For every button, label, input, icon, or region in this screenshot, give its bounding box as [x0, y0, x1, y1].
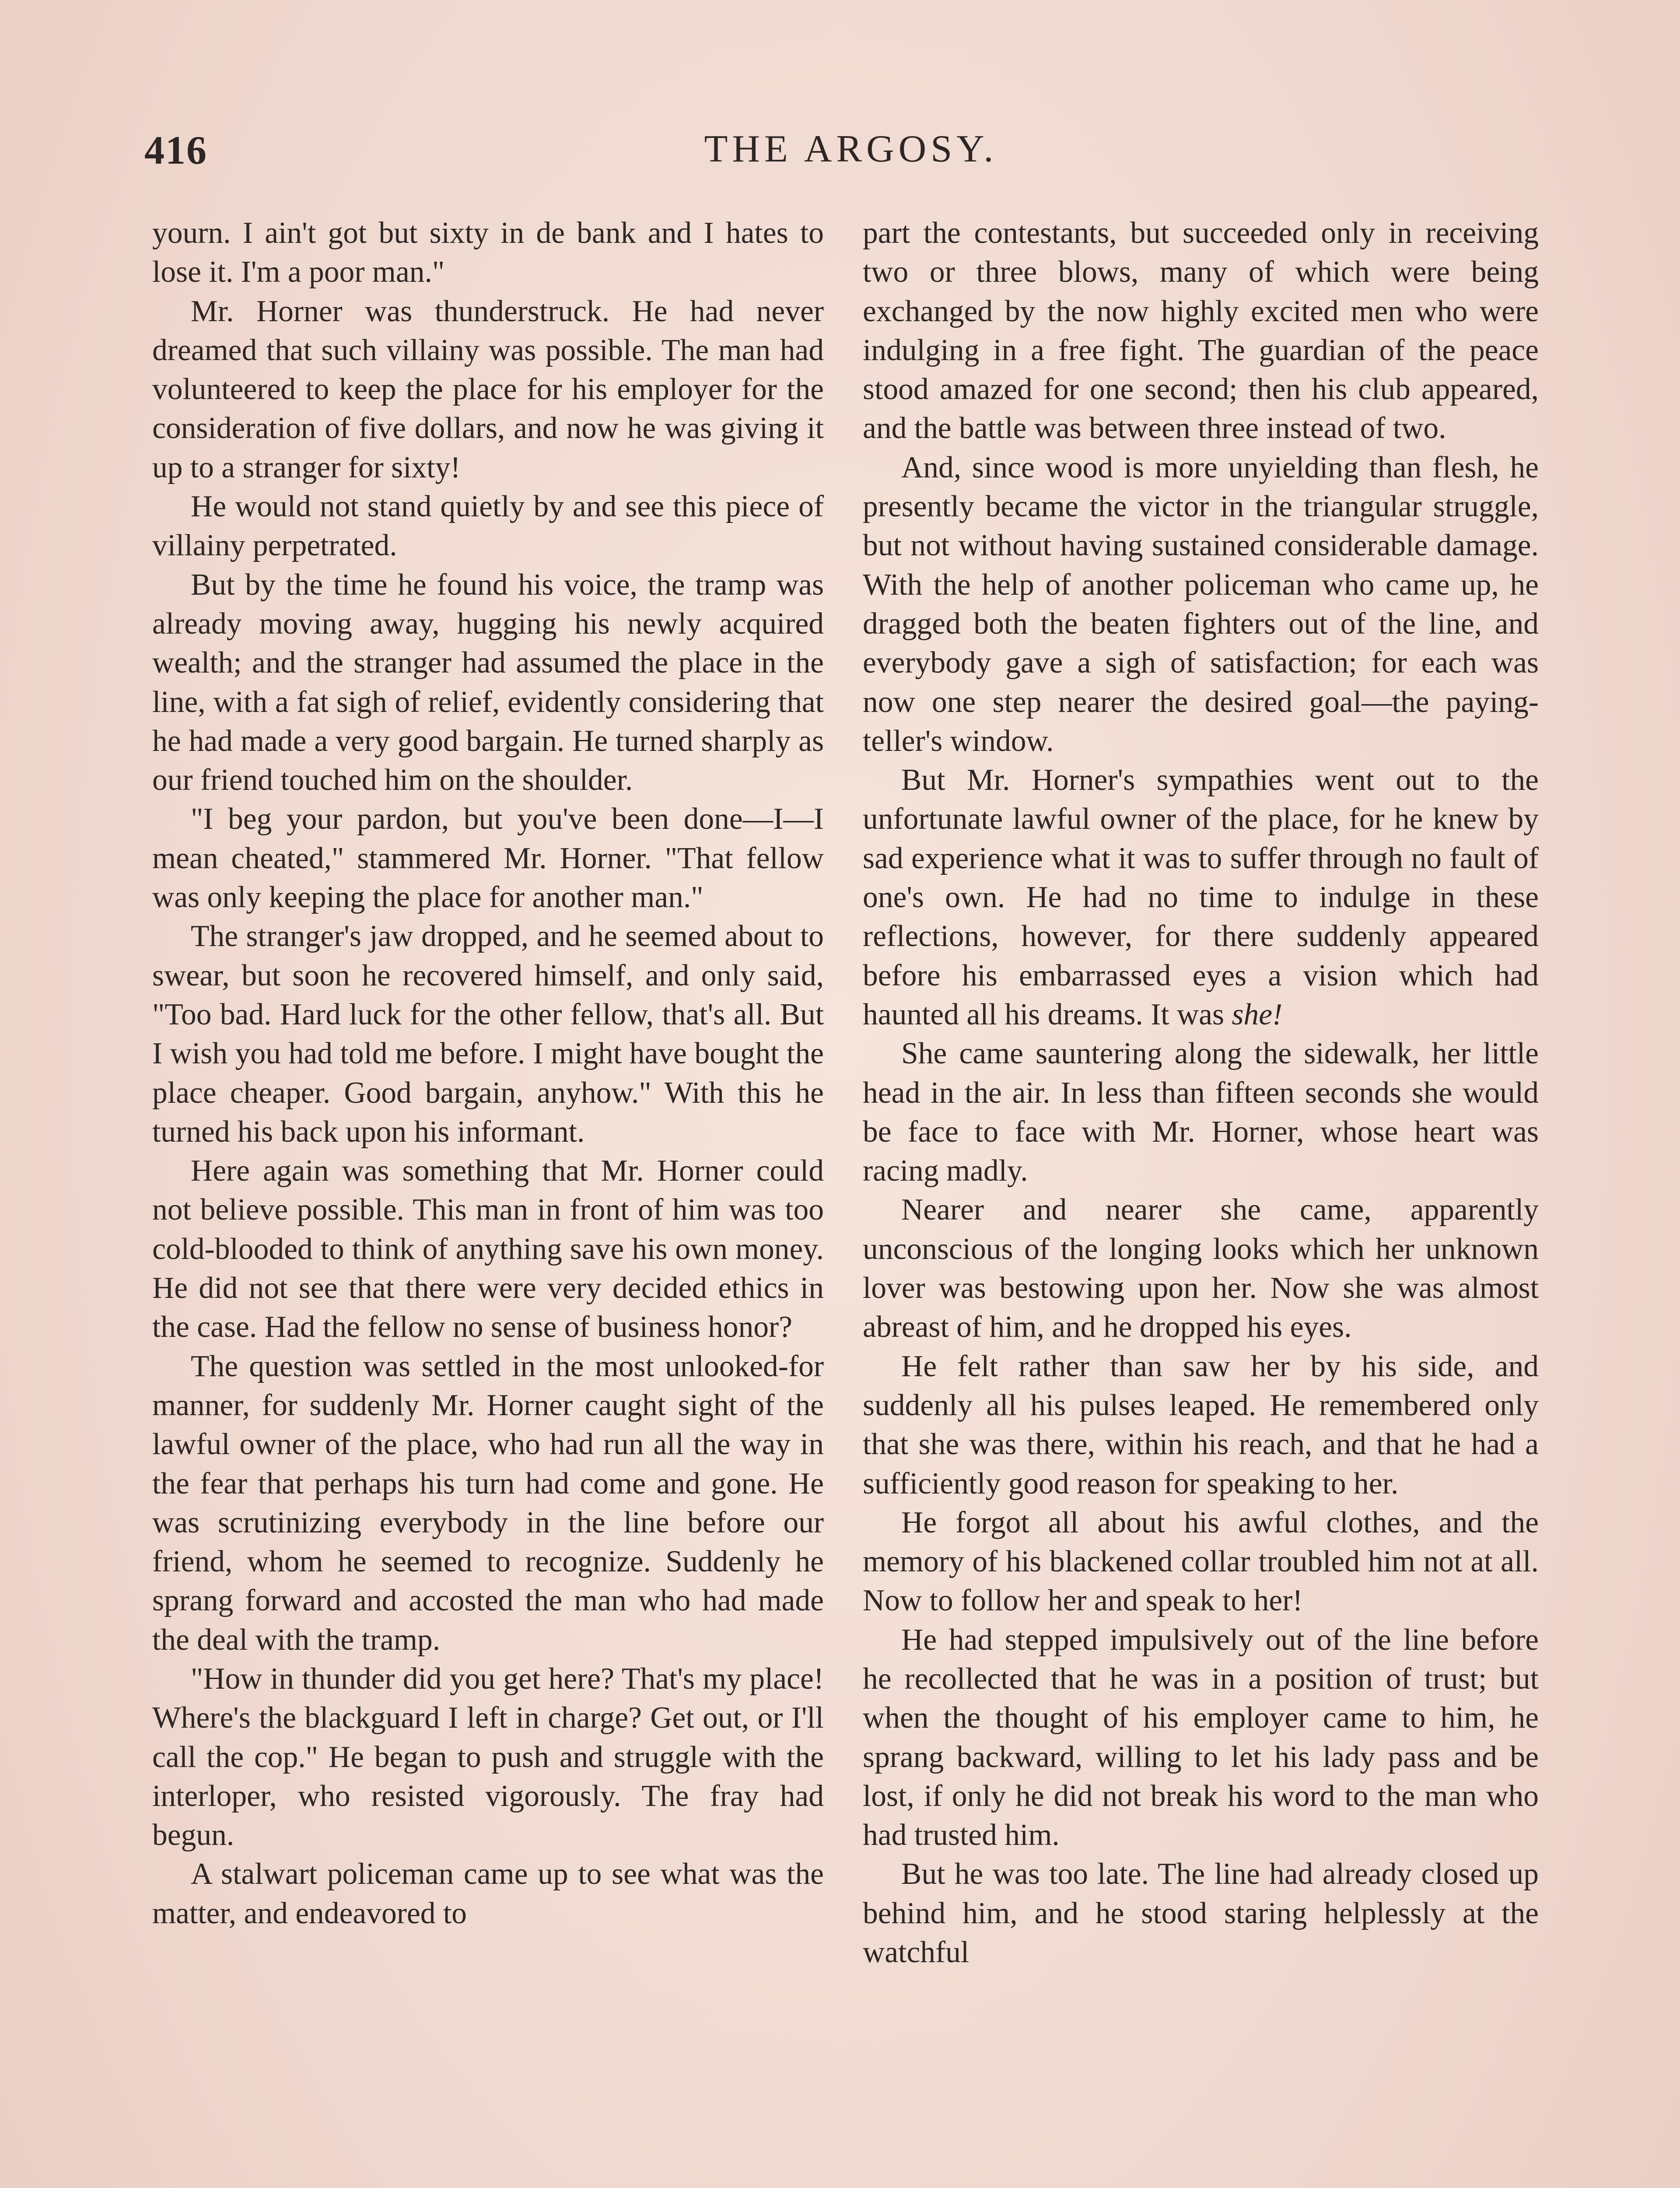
running-head: THE ARGOSY.: [704, 128, 998, 170]
paragraph: Here again was something that Mr. Horner could not believe possible. This man in front of him was too cold-blooded to think of anything save his own money. He did not see that there were very decided ethics in the case. Had the fellow no sense of business honor?: [152, 1154, 824, 1344]
paragraph: He forgot all about his awful clothes, and the memory of his blackened collar troubled him not at all. Now to follow her and speak to her!: [863, 1505, 1539, 1618]
paragraph: "I beg your pardon, but you've been done—I—I mean cheated," stammered Mr. Horner. "That fellow was only keeping the place for another man.": [152, 802, 824, 915]
page-header: [144, 127, 1558, 188]
paragraph: [863, 761, 1539, 1034]
page-number: 416: [144, 128, 207, 172]
paragraph: And, since wood is more unyielding than flesh, he presently became the victor in the triangular struggle, but not without having sustained considerable damage. With the help of another policeman who came up, he dragged both the beaten fighters out of the line, and everybody gave a sigh of satisfaction; for each was now one step nearer the desired goal—the paying-teller's window.: [863, 450, 1539, 758]
paragraph: But by the time he found his voice, the tramp was already moving away, hugging his newly acquired wealth; and the stranger had assumed the place in the line, with a fat sigh of relief, evidently considering that he had made a very good bargain. He turned sharply as our friend touched him on the shoulder.: [152, 568, 824, 797]
paragraph: Nearer and nearer she came, apparently unconscious of the longing looks which her unknown lover was bestowing upon her. Now she was almost abreast of him, and he dropped his eyes.: [863, 1193, 1539, 1344]
emphasis-she: she!: [1232, 997, 1283, 1031]
right-column: [863, 214, 1539, 1972]
paragraph-text: But Mr. Horner's sympathies went out to the unfortunate lawful owner of the place, for he knew by sad experience what it was to suffer through no fault of one's own. He had no time to indulge in these reflections, however, for there suddenly appeared before his embarrassed eyes a vision which had haunted all his dreams. It was: [863, 763, 1539, 1031]
paragraph: part the contestants, but succeeded only in receiving two or three blows, many of which were being exchanged by the now highly excited men who were indulging in a free fight. The guardian of the peace stood amazed for one second; then his club appeared, and the battle was between three instead of two.: [863, 216, 1539, 445]
paragraph: The question was settled in the most unlooked-for manner, for suddenly Mr. Horner caught sight of the lawful owner of the place, who had run all the way in the fear that perhaps his turn had come and gone. He was scrutinizing everybody in the line before our friend, whom he seemed to recognize. Suddenly he sprang forward and accosted the man who had made the deal with the tramp.: [152, 1349, 824, 1657]
paragraph: A stalwart policeman came up to see what was the matter, and endeavored to: [152, 1857, 824, 1930]
paragraph: He would not stand quietly by and see this piece of villainy perpetrated.: [152, 490, 824, 563]
paragraph: Mr. Horner was thunderstruck. He had never dreamed that such villainy was possible. The man had volunteered to keep the place for his employer for the consideration of five dollars, and now he was giving it up to a stranger for sixty!: [152, 294, 824, 484]
paragraph: He had stepped impulsively out of the line before he recollected that he was in a position of trust; but when the thought of his employer came to him, he sprang backward, willing to let his lady pass and be lost, if only he did not break his word to the man who had trusted him.: [863, 1623, 1539, 1852]
paragraph: yourn. I ain't got but sixty in de bank and I hates to lose it. I'm a poor man.": [152, 216, 824, 289]
paragraph: He felt rather than saw her by his side, and suddenly all his pulses leaped. He remembered only that she was there, within his reach, and that he had a sufficiently good reason for speaking to her.: [863, 1349, 1539, 1501]
left-column: [152, 214, 824, 1933]
paragraph: "How in thunder did you get here? That's my place! Where's the blackguard I left in charge? Get out, or I'll call the cop." He began to push and struggle with the interloper, who resisted vigorously. The fray had begun.: [152, 1662, 824, 1852]
paragraph: She came sauntering along the sidewalk, her little head in the air. In less than fifteen seconds she would be face to face with Mr. Horner, whose heart was racing madly.: [863, 1037, 1539, 1188]
paragraph: But he was too late. The line had already closed up behind him, and he stood staring helplessly at the watchful: [863, 1857, 1539, 1970]
paragraph: The stranger's jaw dropped, and he seemed about to swear, but soon he recovered himself, and only said, "Too bad. Hard luck for the other fellow, that's all. But I wish you had told me before. I might have bought the place cheaper. Good bargain, anyhow." With this he turned his back upon his informant.: [152, 919, 824, 1149]
